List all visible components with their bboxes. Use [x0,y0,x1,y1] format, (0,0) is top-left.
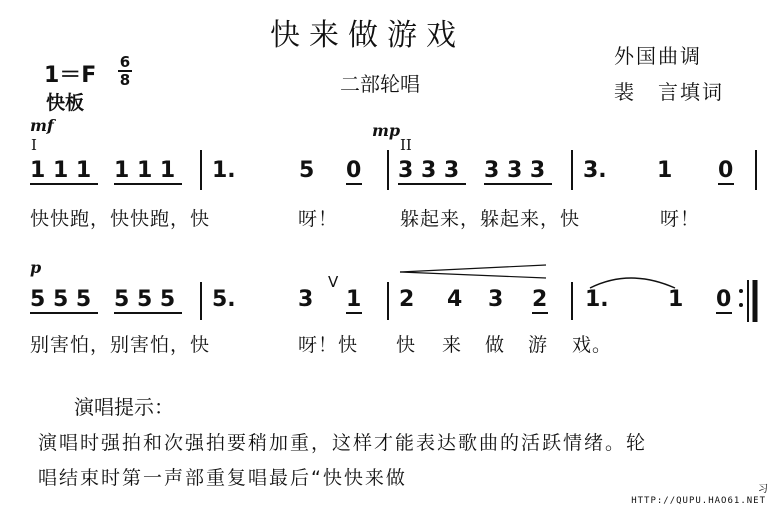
hints-text-line: 演唱时强拍和次强拍要稍加重，这样才能表达歌曲的活跃情绪。轮 [38,432,648,454]
lyric-line: 呀！ [660,208,701,230]
tie-arc [590,278,675,288]
song-title: 快来做游戏 [270,18,465,53]
composer-credit: 外国曲调 [614,44,702,68]
repeat-dot [739,289,743,293]
decrescendo-hairpin [400,272,546,278]
note-group: 5 5 5 [114,287,176,312]
lyric-word: 游 [528,334,549,356]
note-group: 1 1 1 [114,158,176,183]
note: 0 [346,158,362,183]
dynamic-mf: mf [30,116,54,135]
note: 0 [716,287,732,312]
breath-mark: V [328,273,339,291]
decrescendo-hairpin [400,265,546,272]
note: 1 [668,287,684,312]
lyric-word: 戏。 [572,334,613,356]
note-group: 5 5 5 [30,287,92,312]
song-subtitle: 二部轮唱 [340,72,420,96]
part-two-marker: II [400,136,412,154]
time-signature-bottom: 8 [119,71,131,89]
note-group: 1. [585,287,609,312]
note: 2 [399,287,415,312]
lyric-word: 快 [396,334,417,356]
note-group: 1. [212,158,236,183]
note: 4 [447,287,463,312]
repeat-dot [739,303,743,307]
lyric-line: 呀！ [298,208,339,230]
source-watermark: HTTP://QUPU.HAO61.NET [631,496,766,506]
note-group: 3. [583,158,607,183]
lyric-line: 快快跑，快快跑，快 [30,208,211,230]
lyric-word: 来 [442,334,463,356]
part-one-marker: I [31,136,37,154]
lyric-word: 做 [485,334,506,356]
note: 3 [298,287,314,312]
hints-heading: 演唱提示： [74,395,174,419]
lyric-line: 别害怕，别害怕，快 [30,334,211,356]
note: 5 [299,158,315,183]
corner-mark: 习 [758,484,768,495]
note-group: 3 3 3 [398,158,460,183]
tempo-marking: 快板 [46,92,85,114]
note: 1 [346,287,362,312]
lyric-line: 躲起来，躲起来，快 [400,208,581,230]
lyric-line: 呀！快 [298,334,359,356]
lyricist-credit: 裴 言填词 [614,80,724,104]
note: 0 [718,158,734,183]
dynamic-mp: mp [372,121,401,140]
dynamic-p: p [30,258,42,277]
note: 1 [657,158,673,183]
note: 3 [488,287,504,312]
time-signature-top: 6 [119,53,131,71]
note-group: 1 1 1 [30,158,92,183]
note-group: 3 3 3 [484,158,546,183]
hints-text-line: 唱结束时第一声部重复唱最后“快快来做 [38,467,407,489]
note: 2 [532,287,548,312]
note-group: 5. [212,287,236,312]
key-signature: 1＝F [44,63,97,88]
